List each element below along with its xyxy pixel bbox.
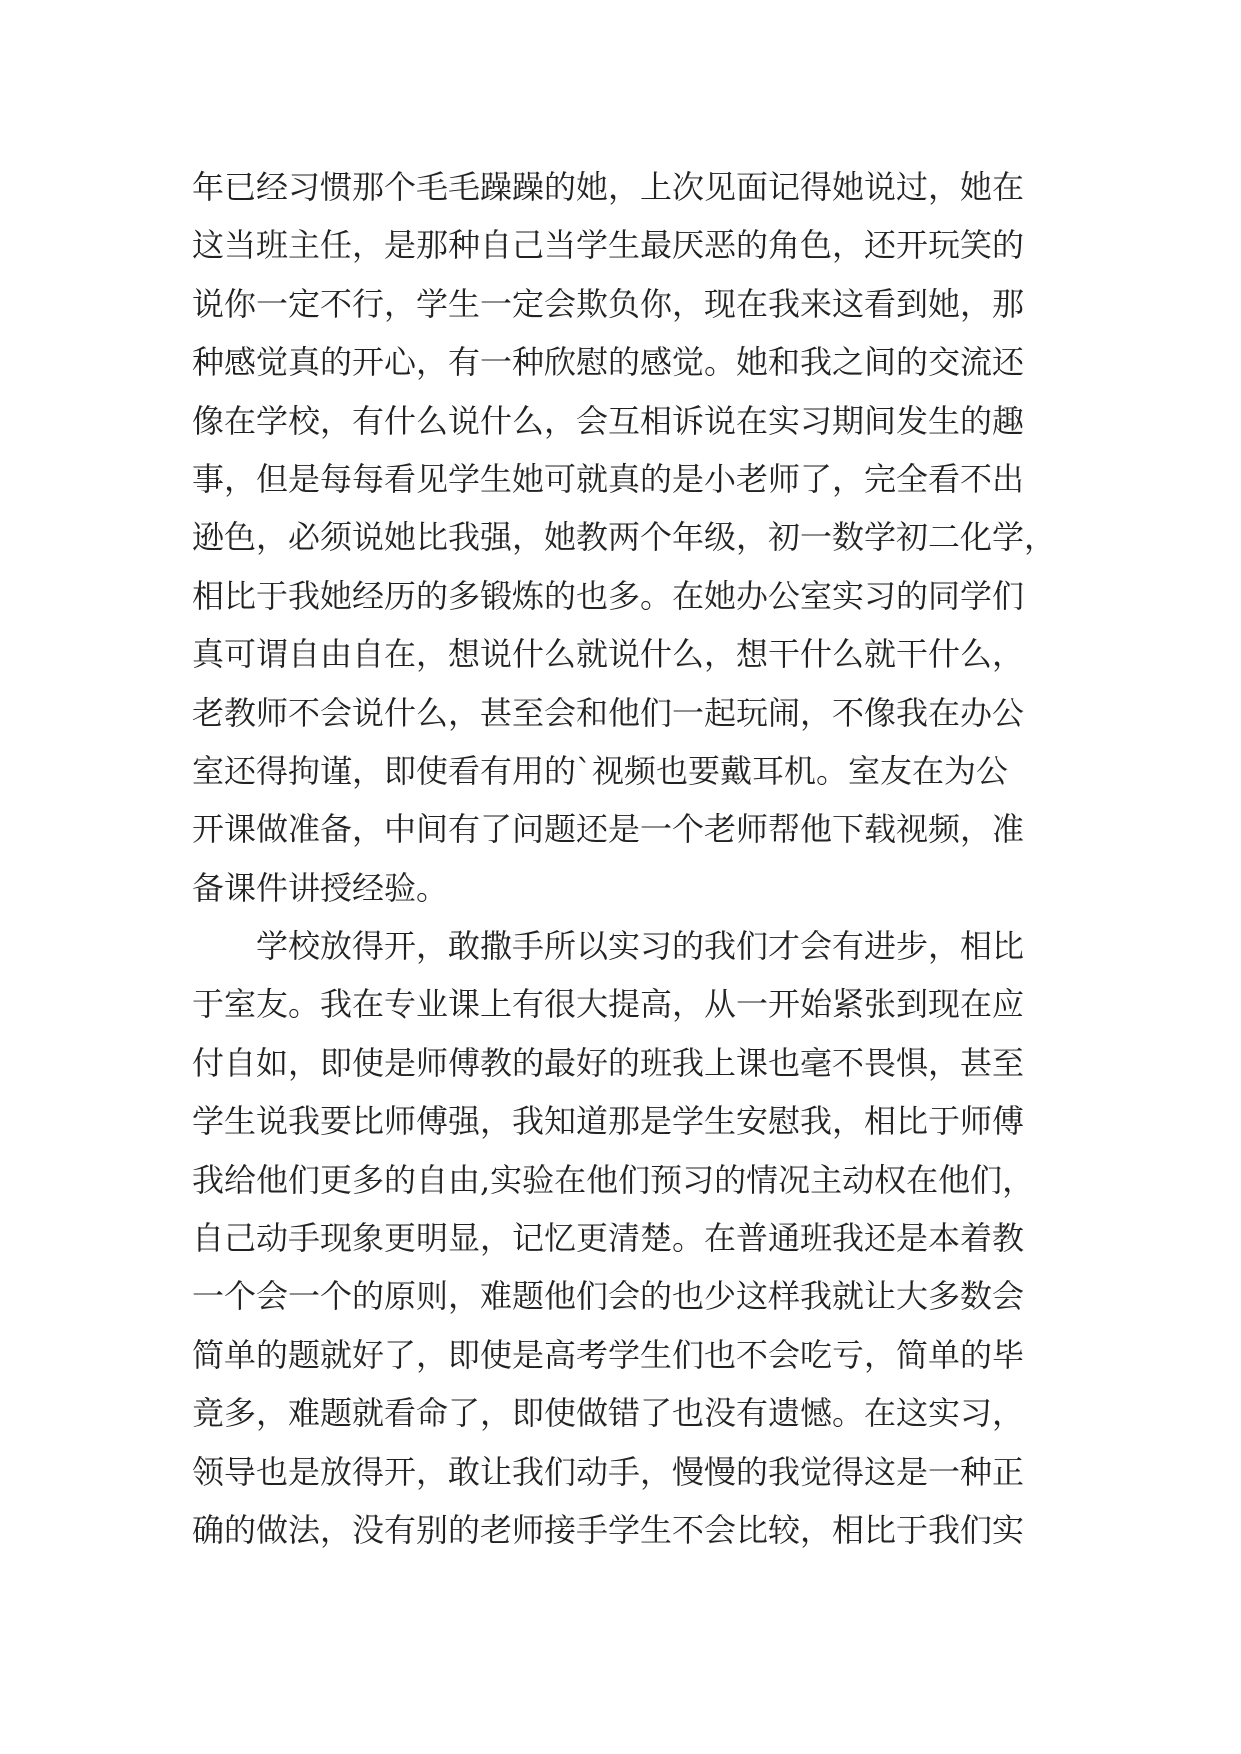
text-line: 自己动手现象更明显，记忆更清楚。在普通班我还是本着教 [192, 1219, 1025, 1258]
text-line: 竟多，难题就看命了，即使做错了也没有遗憾。在这实习， [192, 1394, 1025, 1433]
text-line: 确的做法，没有别的老师接手学生不会比较，相比于我们实 [192, 1510, 1025, 1549]
text-line: 领导也是放得开，敢让我们动手，慢慢的我觉得这是一种正 [192, 1452, 1025, 1491]
text-line: 相比于我她经历的多锻炼的也多。在她办公室实习的同学们 [192, 576, 1025, 615]
text-line: 学生说我要比师傅强，我知道那是学生安慰我，相比于师傅 [192, 1102, 1025, 1141]
text-line: 一个会一个的原则，难题他们会的也少这样我就让大多数会 [192, 1277, 1025, 1316]
text-line: 室还得拘谨，即使看有用的`视频也要戴耳机。室友在为公 [192, 751, 1009, 790]
body-text [192, 158, 1072, 1559]
text-line: 备课件讲授经验。 [192, 868, 449, 907]
text-line: 真可谓自由自在，想说什么就说什么，想干什么就干什么， [192, 635, 1025, 674]
text-line: 我给他们更多的自由,实验在他们预习的情况主动权在他们， [192, 1160, 1035, 1199]
text-line: 开课做准备，中间有了问题还是一个老师帮他下载视频，准 [192, 810, 1025, 849]
text-line: 付自如，即使是师傅教的最好的班我上课也毫不畏惧，甚至 [192, 1043, 1025, 1082]
text-line: 事，但是每每看见学生她可就真的是小老师了，完全看不出 [192, 459, 1025, 498]
paragraph-start-line: 学校放得开，敢撒手所以实习的我们才会有进步，相比 [192, 927, 1025, 966]
text-line: 像在学校，有什么说什么，会互相诉说在实习期间发生的趣 [192, 401, 1025, 440]
text-line: 这当班主任，是那种自己当学生最厌恶的角色，还开玩笑的 [192, 226, 1025, 265]
text-line: 说你一定不行，学生一定会欺负你，现在我来这看到她，那 [192, 284, 1025, 323]
text-line: 简单的题就好了，即使是高考学生们也不会吃亏，简单的毕 [192, 1335, 1025, 1374]
text-line: 年已经习惯那个毛毛躁躁的她，上次见面记得她说过，她在 [192, 168, 1025, 206]
text-line: 种感觉真的开心，有一种欣慰的感觉。她和我之间的交流还 [192, 343, 1025, 382]
text-line: 逊色，必须说她比我强，她教两个年级，初一数学初二化学， [192, 518, 1057, 557]
text-line: 老教师不会说什么，甚至会和他们一起玩闹，不像我在办公 [192, 693, 1025, 732]
text-line: 于室友。我在专业课上有很大提高，从一开始紧张到现在应 [192, 985, 1025, 1024]
